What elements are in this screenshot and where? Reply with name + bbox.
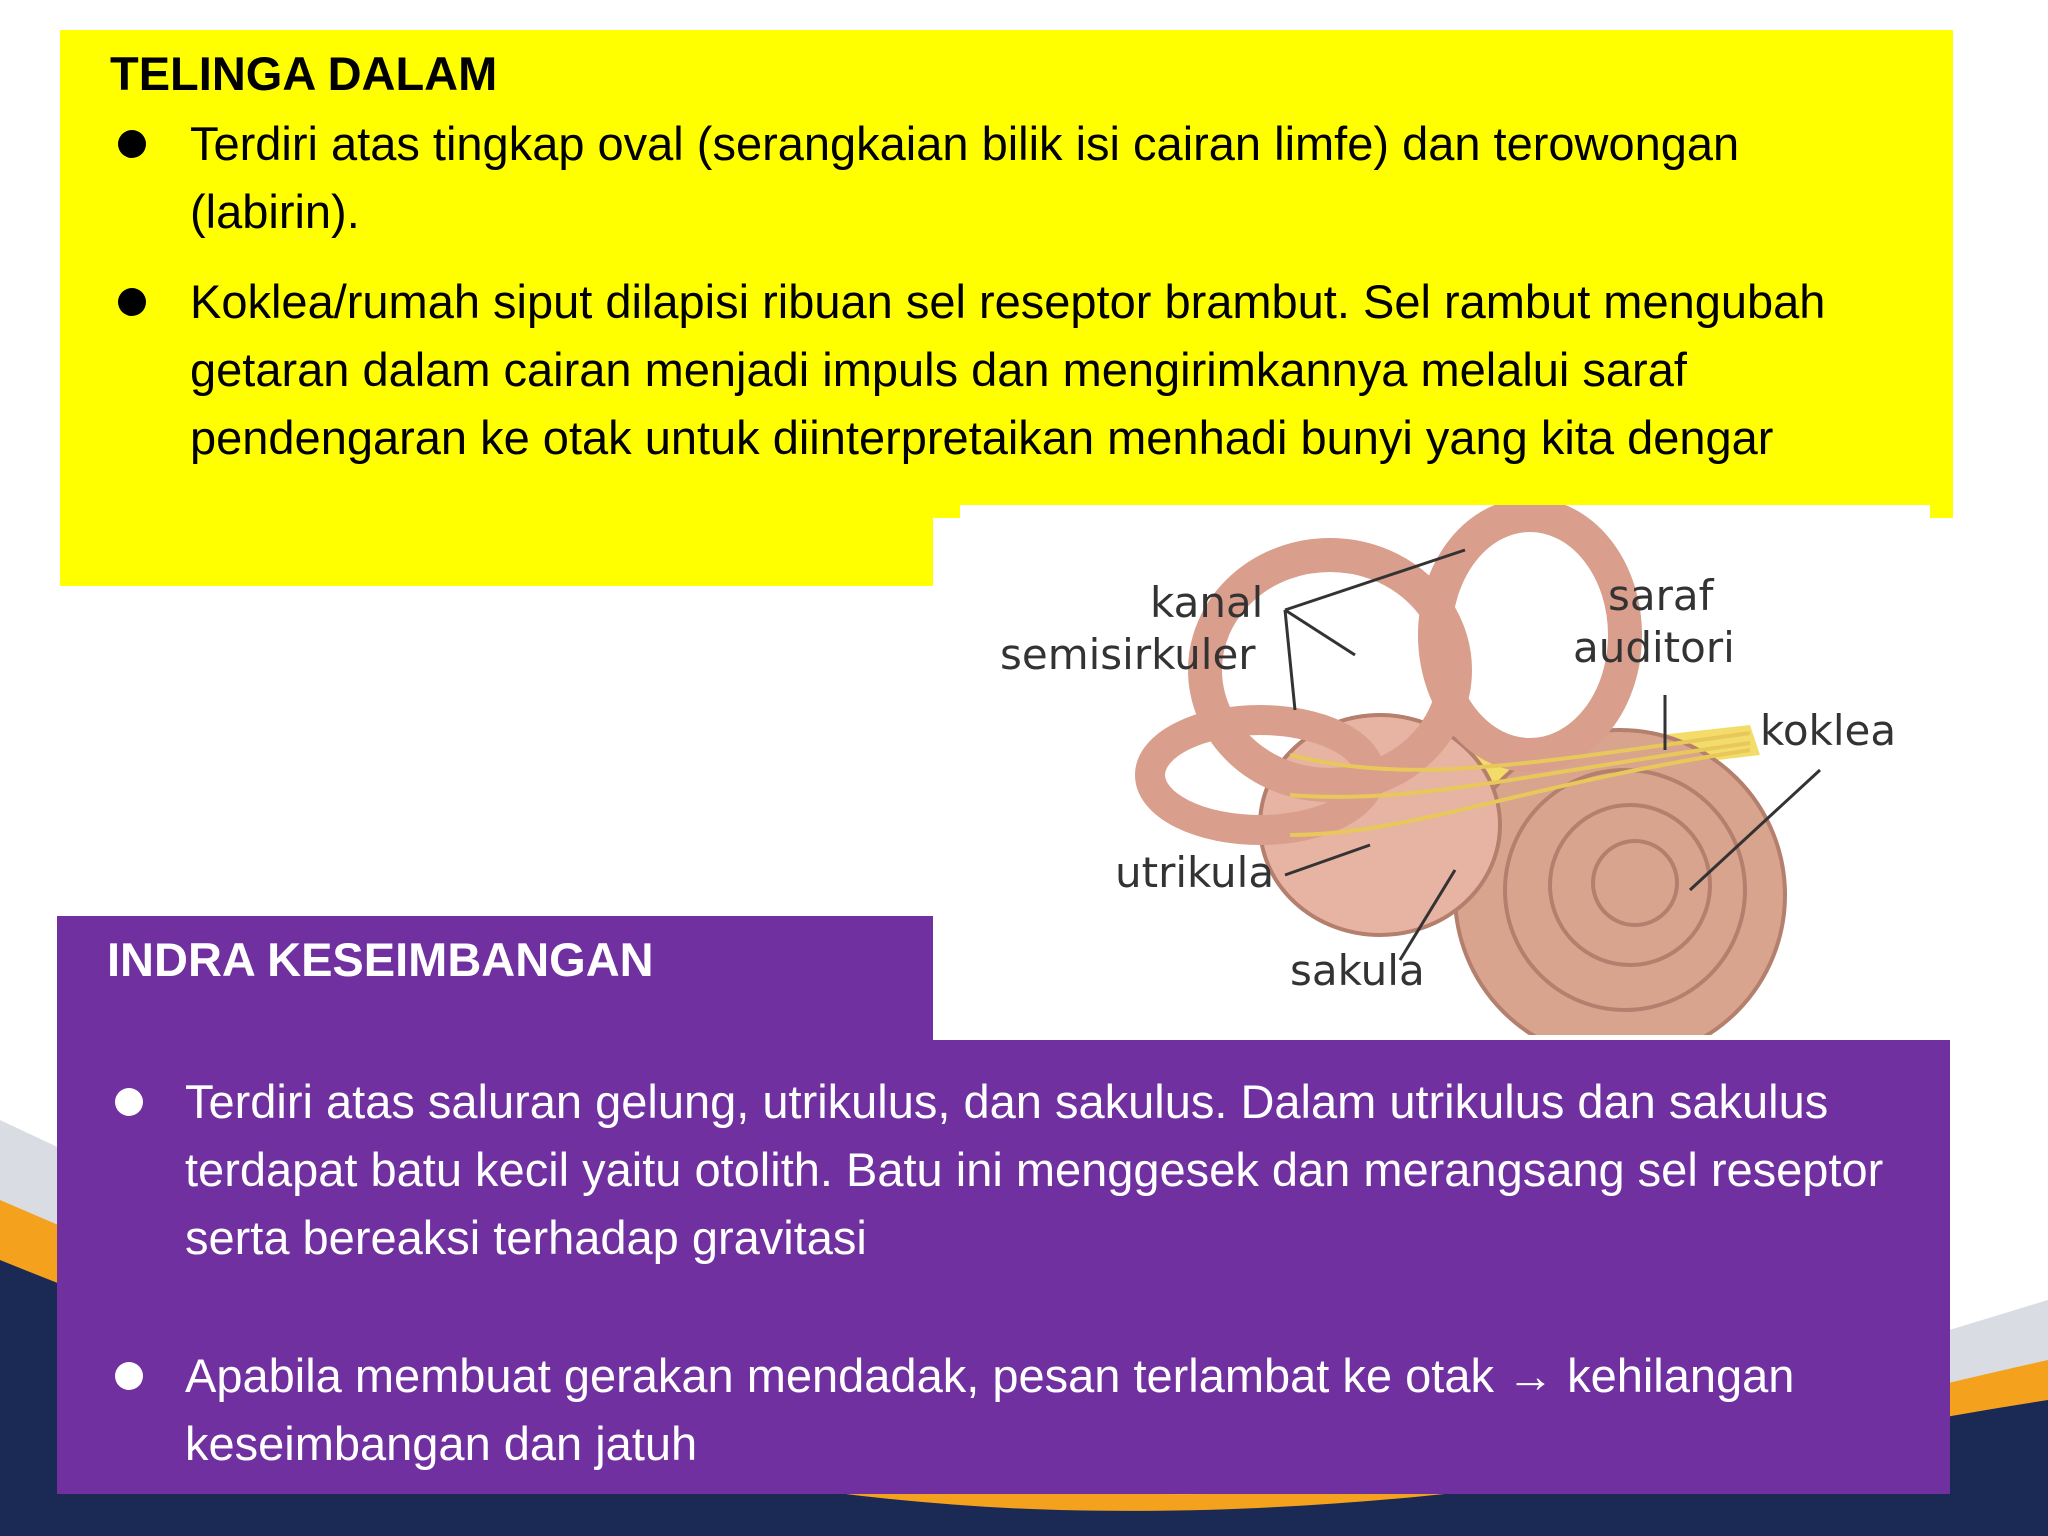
indra-keseimbangan-bullet-2 [107,1342,1907,1478]
label-koklea: koklea [1760,706,1897,755]
indra-keseimbangan-heading: INDRA KESEIMBANGAN [107,933,654,986]
label-semisirkuler: semisirkuler [1000,630,1256,679]
bullet-dot-icon [118,288,146,316]
label-auditori: auditori [1573,623,1735,672]
bullet-dot-icon [115,1362,143,1390]
bullet-text: Terdiri atas saluran gelung, utrikulus, dan sakulus. Dalam utrikulus dan sakulus terdapat batu kecil yaitu otolith. Batu ini menggesek dan merangsang sel reseptor serta bereaksi terhadap gravitasi [185,1075,1884,1264]
telinga-dalam-bullet-1 [110,110,1890,246]
label-kanal: kanal [1150,578,1264,627]
bullet-dot-icon [115,1088,143,1116]
label-utrikula: utrikula [1115,848,1275,897]
label-saraf: saraf [1608,571,1714,620]
bullet-text: Apabila membuat gerakan mendadak, pesan terlambat ke otak → kehilangan keseimbangan dan jatuh [185,1349,1795,1470]
indra-keseimbangan-bullet-1 [107,1068,1907,1272]
label-sakula: sakula [1290,946,1425,995]
telinga-dalam-content [110,42,1890,472]
bullet-dot-icon [118,130,146,158]
telinga-dalam-panel-extension [60,516,933,586]
indra-keseimbangan-content [107,1068,1907,1478]
telinga-dalam-bullet-2 [110,268,1890,472]
bullet-text: Koklea/rumah siput dilapisi ribuan sel reseptor brambut. Sel rambut mengubah getaran dalam cairan menjadi impuls dan mengirimkannya melalui saraf pendengaran ke otak untuk diinterpretaikan menhadi bunyi yang kita dengar [190,275,1826,464]
bullet-text: Terdiri atas tingkap oval (serangkaian bilik isi cairan limfe) dan terowongan (labirin). [190,117,1740,238]
telinga-dalam-heading: TELINGA DALAM [110,47,498,100]
inner-ear-diagram [960,505,1930,1035]
